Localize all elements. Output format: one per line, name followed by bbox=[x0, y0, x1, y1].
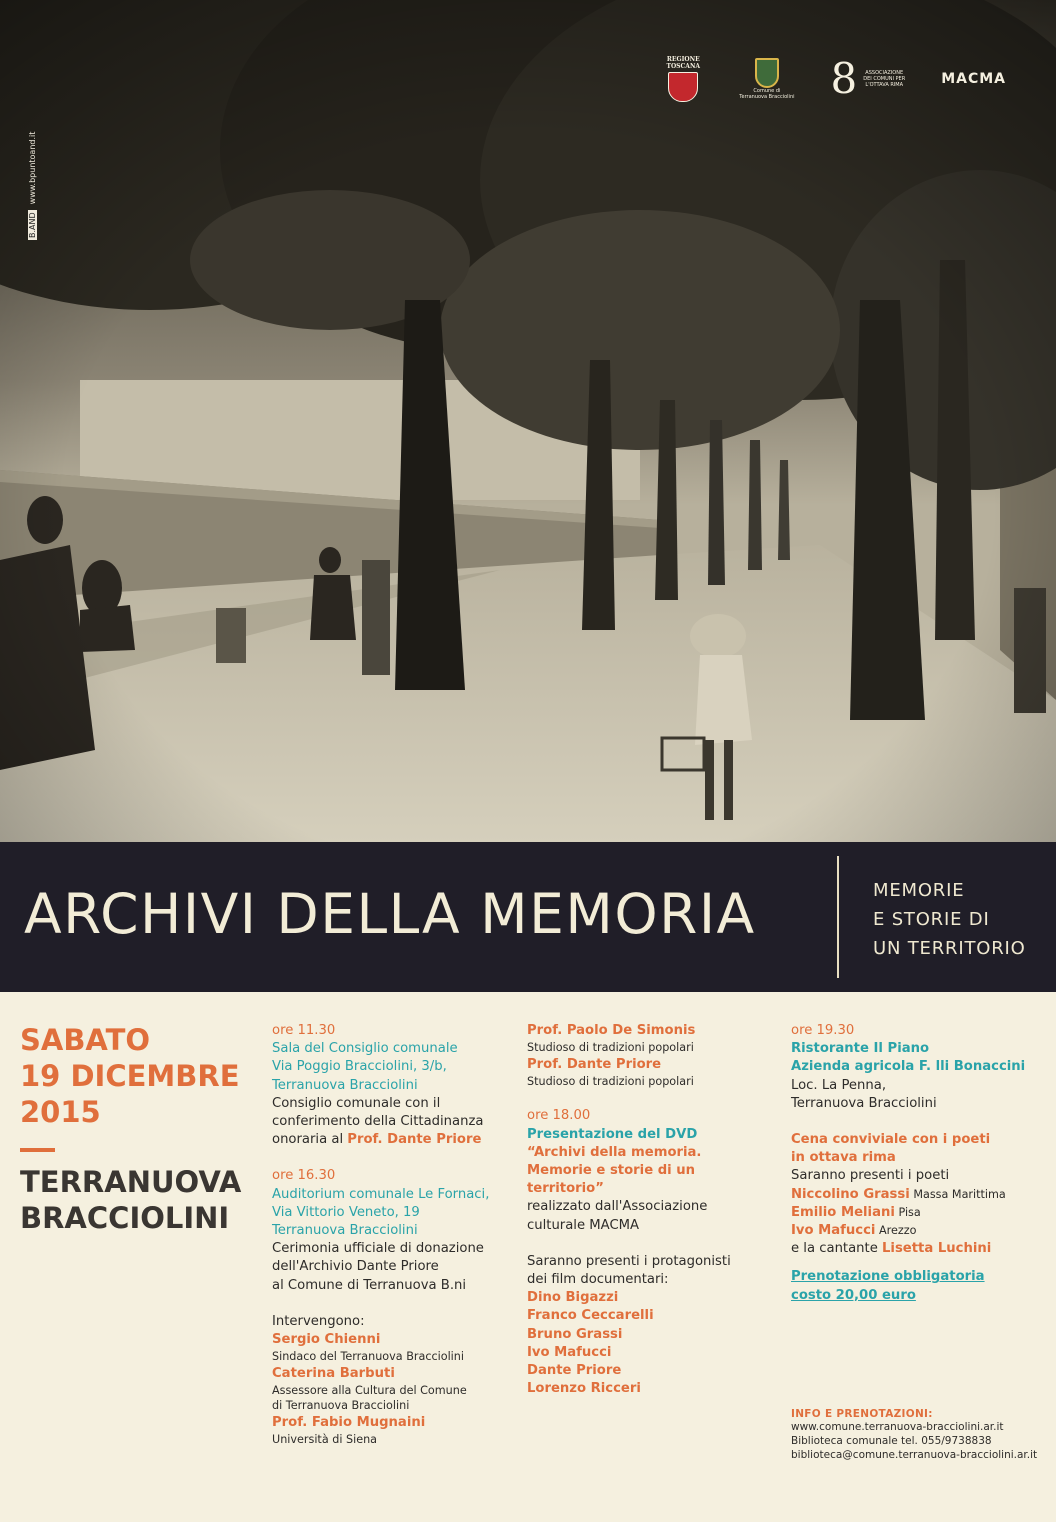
date-day-month: 19 DICEMBRE bbox=[20, 1059, 240, 1093]
protagonists-intro-2: dei film documentari: bbox=[527, 1272, 669, 1288]
associazione-label-3: L'OTTAVA RIMA bbox=[865, 82, 904, 88]
protagonist-name: Franco Ceccarelli bbox=[527, 1308, 654, 1324]
program-column-3 bbox=[791, 1022, 1051, 1305]
event3-time: ore 18.00 bbox=[527, 1108, 591, 1124]
title-divider bbox=[837, 856, 839, 978]
protagonist-name: Ivo Mafucci bbox=[527, 1344, 612, 1360]
designer-mark: B.AND bbox=[28, 212, 37, 238]
event1-desc-3-pre: onoraria al bbox=[272, 1132, 348, 1148]
event4-time: ore 19.30 bbox=[791, 1023, 855, 1038]
speaker1-name: Sergio Chienni bbox=[272, 1332, 381, 1348]
poet-name: Niccolino Grassi bbox=[791, 1186, 910, 1202]
event2-desc-2: dell'Archivio Dante Priore bbox=[272, 1259, 439, 1275]
associazione-label-2: DEI COMUNI PER bbox=[863, 76, 906, 82]
event4-location-4: Terranuova Bracciolini bbox=[791, 1095, 937, 1111]
event2-desc-3: al Comune di Terranuova B.ni bbox=[272, 1277, 467, 1293]
poet-name: Emilio Meliani bbox=[791, 1204, 895, 1220]
poets-intro: Saranno presenti i poeti bbox=[791, 1168, 950, 1184]
event1-location-3: Terranuova Bracciolini bbox=[272, 1077, 418, 1093]
subtitle-line-1: MEMORIE bbox=[873, 880, 965, 901]
event4-location-3: Loc. La Penna, bbox=[791, 1077, 887, 1093]
poet-place: Massa Marittima bbox=[909, 1187, 1006, 1201]
regione-label: REGIONE TOSCANA bbox=[666, 56, 701, 70]
speaker2-role-1: Assessore alla Cultura del Comune bbox=[272, 1383, 467, 1397]
subtitle-line-2: E STORIE DI bbox=[873, 909, 990, 930]
speaker5-name: Prof. Dante Priore bbox=[527, 1056, 662, 1072]
ottava-rima-eight-icon: 8 bbox=[830, 54, 858, 103]
info-email-link[interactable]: biblioteca@comune.terranuova-bracciolini.ar.it bbox=[791, 1449, 1038, 1461]
event-date bbox=[20, 1022, 240, 1130]
designer-credit bbox=[28, 132, 37, 240]
subtitle bbox=[873, 876, 1026, 963]
poet-3 bbox=[791, 1222, 1051, 1240]
booking-price: costo 20,00 euro bbox=[791, 1287, 916, 1303]
title-band bbox=[0, 842, 1056, 992]
associazione-label-1: ASSOCIAZIONE bbox=[865, 70, 904, 76]
comune-label-2: Terranuova Bracciolini bbox=[739, 94, 795, 100]
event2-location-3: Terranuova Bracciolini bbox=[272, 1223, 418, 1239]
poet-name: Ivo Mafucci bbox=[791, 1223, 876, 1239]
event3-desc-1: realizzato dall'Associazione bbox=[527, 1199, 708, 1215]
booking-notice: Prenotazione obbligatoria bbox=[791, 1269, 985, 1285]
info-website-link[interactable]: www.comune.terranuova-bracciolini.ar.it bbox=[791, 1421, 1004, 1433]
dinner-title-1: Cena conviviale con i poeti bbox=[791, 1132, 991, 1148]
event3-desc-2: culturale MACMA bbox=[527, 1217, 640, 1233]
place-line-2: BRACCIOLINI bbox=[20, 1201, 230, 1235]
event2-location-2: Via Vittorio Veneto, 19 bbox=[272, 1204, 420, 1220]
event2-desc-1: Cerimonia ufficiale di donazione bbox=[272, 1241, 484, 1257]
singer bbox=[791, 1240, 1051, 1258]
speakers-intro: Intervengono: bbox=[272, 1313, 365, 1329]
logo-comune bbox=[739, 58, 794, 100]
event1-location-1: Sala del Consiglio comunale bbox=[272, 1041, 458, 1057]
subtitle-line-3: UN TERRITORIO bbox=[873, 938, 1026, 959]
speaker4-name: Prof. Paolo De Simonis bbox=[527, 1023, 696, 1038]
info-phone: Biblioteca comunale tel. 055/9738838 bbox=[791, 1435, 992, 1447]
event4-location-1: Ristorante Il Piano bbox=[791, 1041, 930, 1057]
singer-name: Lisetta Luchini bbox=[882, 1241, 992, 1257]
info-heading: INFO E PRENOTAZIONI: bbox=[791, 1408, 933, 1420]
designer-url: www.bpuntoand.it bbox=[28, 131, 37, 205]
poet-2 bbox=[791, 1204, 1051, 1222]
protagonist-name: Lorenzo Ricceri bbox=[527, 1381, 641, 1397]
poet-1 bbox=[791, 1186, 1051, 1204]
speaker2-role-2: di Terranuova Bracciolini bbox=[272, 1399, 410, 1413]
dinner-title-2: in ottava rima bbox=[791, 1150, 896, 1166]
event1-time: ore 11.30 bbox=[272, 1023, 336, 1038]
info-box bbox=[791, 1408, 1053, 1462]
event1-desc-3 bbox=[272, 1131, 507, 1149]
macma-wordmark: MACMA bbox=[941, 71, 1006, 87]
program-column-2 bbox=[527, 1022, 772, 1398]
poet-place: Arezzo bbox=[875, 1224, 917, 1238]
protagonist-name: Dino Bigazzi bbox=[527, 1290, 619, 1306]
date-rule bbox=[20, 1148, 55, 1152]
page-title: ARCHIVI DELLA MEMORIA bbox=[24, 882, 756, 946]
comune-crest-icon bbox=[755, 58, 779, 88]
protagonists-intro-1: Saranno presenti i protagonisti bbox=[527, 1253, 731, 1269]
speaker5-role: Studioso di tradizioni popolari bbox=[527, 1074, 694, 1088]
event3-title-1: Presentazione del DVD bbox=[527, 1126, 698, 1142]
date-year: 2015 bbox=[20, 1095, 101, 1129]
sponsor-logos bbox=[663, 56, 1006, 102]
event1-location-2: Via Poggio Bracciolini, 3/b, bbox=[272, 1059, 447, 1075]
poet-place: Pisa bbox=[894, 1205, 921, 1219]
event2-location-1: Auditorium comunale Le Fornaci, bbox=[272, 1186, 490, 1202]
singer-pre: e la cantante bbox=[791, 1241, 883, 1257]
event4-location-2: Azienda agricola F. lli Bonaccini bbox=[791, 1059, 1026, 1075]
event3-title-2: “Archivi della memoria. bbox=[527, 1144, 702, 1160]
comune-label-1: Comune di bbox=[753, 88, 781, 94]
protagonist-name: Dante Priore bbox=[527, 1363, 622, 1379]
event2-time: ore 16.30 bbox=[272, 1168, 336, 1184]
event3-title-3: Memorie e storie di un territorio” bbox=[527, 1163, 696, 1197]
protagonist-name: Bruno Grassi bbox=[527, 1326, 623, 1342]
event1-honoree: Prof. Dante Priore bbox=[347, 1132, 482, 1148]
event-place bbox=[20, 1164, 241, 1236]
regione-shield-icon bbox=[668, 72, 698, 102]
event1-desc-1: Consiglio comunale con il bbox=[272, 1095, 441, 1111]
program-column-1 bbox=[272, 1022, 507, 1448]
speaker2-name: Caterina Barbuti bbox=[272, 1365, 395, 1381]
place-line-1: TERRANUOVA bbox=[20, 1165, 242, 1199]
speaker4-role: Studioso di tradizioni popolari bbox=[527, 1041, 694, 1055]
speaker1-role: Sindaco del Terranuova Bracciolini bbox=[272, 1350, 464, 1364]
speaker3-role: Università di Siena bbox=[272, 1433, 378, 1447]
speaker3-name: Prof. Fabio Mugnaini bbox=[272, 1414, 426, 1430]
logo-associazione bbox=[830, 54, 906, 103]
event1-desc-2: conferimento della Cittadinanza bbox=[272, 1114, 484, 1130]
date-weekday: SABATO bbox=[20, 1023, 151, 1057]
logo-macma bbox=[941, 71, 1006, 87]
logo-regione-toscana bbox=[663, 56, 703, 102]
